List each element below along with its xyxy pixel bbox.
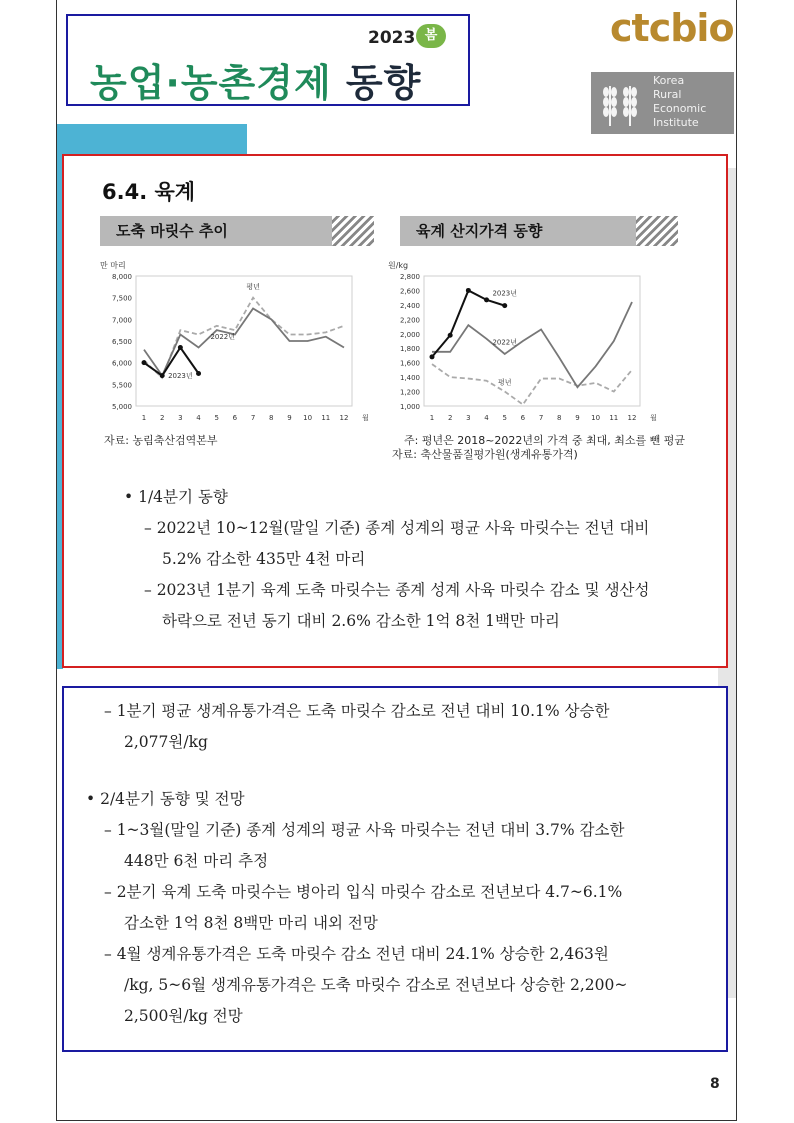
right-chart-title: 육계 산지가격 동향: [416, 222, 543, 240]
section-title: 6.4. 육계: [102, 180, 196, 204]
series-line-평년: [432, 364, 632, 404]
y-tick-label: 1,400: [399, 374, 420, 383]
q1-item-3-cont: 2,077원/kg: [124, 733, 208, 751]
y-tick-label: 1,200: [399, 388, 420, 397]
plot-area: [136, 276, 352, 406]
x-tick-label: 8: [557, 414, 562, 422]
ctcbio-logo: ctcbio: [610, 6, 734, 50]
x-tick-label: 2: [447, 414, 453, 422]
series-label: 2022년: [210, 332, 236, 341]
data-point: [484, 297, 489, 302]
report-title-box: [66, 14, 470, 106]
header-stripes: [332, 216, 374, 246]
y-tick-label: 6,500: [111, 338, 132, 346]
q2-item-3-cont: /kg, 5~6월 생계유통가격은 도축 마릿수 감소로 전년보다 상승한 2,200~: [124, 976, 628, 994]
series-label: 2022년: [492, 338, 518, 347]
x-tick-label: 3: [466, 414, 471, 422]
series-label: 평년: [497, 378, 512, 387]
section-1-panel: [62, 154, 728, 668]
x-tick-label: 4: [484, 414, 489, 422]
q1-item-3: – 1분기 평균 생계유통가격은 도축 마릿수 감소로 전년 대비 10.1% 상승한: [104, 702, 610, 720]
x-tick-label: 10: [591, 414, 601, 422]
left-chart-header: [100, 216, 374, 246]
y-tick-label: 2,400: [399, 301, 420, 310]
x-tick-label: 10: [303, 414, 313, 422]
x-tick-label: 7: [538, 414, 544, 422]
y-tick-label: 1,800: [399, 345, 420, 354]
x-tick-label: 6: [232, 414, 238, 422]
right-chart-source: 자료: 축산물품질평가원(생계유통가격): [392, 448, 578, 461]
page-number: 8: [710, 1076, 720, 1092]
section-2-panel: [62, 686, 728, 1052]
q2-item-3: – 4월 생계유통가격은 도축 마릿수 감소 전년 대비 24.1% 상승한 2,463원: [104, 945, 609, 963]
series-line-2022년: [144, 309, 344, 376]
data-point: [466, 288, 471, 293]
right-chart-header: [400, 216, 678, 246]
series-line-2023년: [432, 290, 505, 356]
x-tick-label: 12: [627, 414, 637, 422]
y-tick-label: 2,200: [399, 316, 420, 325]
y-tick-label: 8,000: [111, 273, 132, 281]
x-tick-label: 1: [141, 414, 147, 422]
x-axis-unit: 월: [362, 414, 369, 422]
y-tick-label: 6,000: [111, 359, 132, 368]
x-tick-label: 11: [321, 414, 331, 422]
y-tick-label: 2,800: [399, 273, 420, 281]
data-point: [448, 333, 453, 338]
q2-item-1: – 1~3월(말일 기준) 종계 성계의 평균 사육 마릿수는 전년 대비 3.7% 감소한: [104, 821, 625, 839]
x-axis-unit: 월: [650, 414, 657, 422]
q2-item-2-cont: 감소한 1억 8천 8백만 마리 내외 전망: [124, 914, 378, 932]
q1-item-2-cont: 하락으로 전년 동기 대비 2.6% 감소한 1억 8천 1백만 마리: [162, 612, 560, 630]
series-label: 2023년: [492, 289, 518, 298]
slaughter-count-chart: [90, 256, 390, 431]
report-year: 2023: [368, 28, 416, 48]
data-point: [142, 360, 147, 365]
x-tick-label: 1: [429, 414, 435, 422]
data-point: [178, 345, 183, 350]
krei-logo: [591, 72, 734, 134]
right-chart-note: 주: 평년은 2018~2022년의 가격 중 최대, 최소를 뺀 평균: [404, 434, 686, 447]
series-line-평년: [144, 298, 344, 378]
data-point: [196, 371, 201, 376]
y-tick-label: 1,600: [399, 359, 420, 368]
y-tick-label: 7,000: [111, 316, 132, 325]
q1-item-1-cont: 5.2% 감소한 435만 4천 마리: [162, 550, 366, 568]
y-tick-label: 1,000: [399, 403, 420, 411]
y-tick-label: 7,500: [111, 294, 132, 303]
y-tick-label: 2,000: [399, 330, 420, 339]
x-tick-label: 2: [159, 414, 165, 422]
x-tick-label: 12: [339, 414, 349, 422]
q2-heading: • 2/4분기 동향 및 전망: [86, 790, 245, 808]
q2-item-2: – 2분기 육계 도축 마릿수는 병아리 입식 마릿수 감소로 전년보다 4.7~6.1%: [104, 883, 623, 901]
series-label: 평년: [246, 283, 260, 291]
left-chart-title: 도축 마릿수 추이: [116, 222, 228, 240]
data-point: [502, 303, 507, 308]
wheat-icon: [597, 78, 647, 128]
header-stripes: [636, 216, 678, 246]
x-tick-label: 11: [609, 414, 619, 422]
plot-area: [424, 276, 640, 406]
report-title-main: 농업·농촌경제: [90, 61, 332, 105]
y-axis-unit: 만 마리: [100, 261, 126, 270]
left-chart-source: 자료: 농림축산검역본부: [104, 434, 218, 447]
season-badge: 봄: [416, 24, 446, 48]
x-tick-label: 5: [214, 414, 219, 422]
series-line-2022년: [432, 302, 632, 387]
series-label: 2023년: [168, 371, 193, 380]
y-tick-label: 5,000: [111, 403, 132, 411]
report-title: [90, 52, 421, 107]
x-tick-label: 9: [287, 414, 292, 422]
y-axis-unit: 원/kg: [388, 261, 409, 270]
q1-item-2: – 2023년 1분기 육계 도축 마릿수는 종계 성계 사육 마릿수 감소 및 생산성: [144, 581, 650, 599]
y-tick-label: 2,600: [399, 287, 420, 296]
krei-text: Korea Rural Economic Institute: [653, 74, 707, 129]
x-tick-label: 3: [178, 414, 183, 422]
y-tick-label: 5,500: [111, 381, 132, 390]
x-tick-label: 5: [502, 414, 507, 422]
q2-item-1-cont: 448만 6천 마리 추정: [124, 852, 269, 870]
q2-item-3-cont2: 2,500원/kg 전망: [124, 1007, 243, 1025]
x-tick-label: 7: [250, 414, 256, 422]
report-title-dark: 동향: [345, 61, 422, 105]
q1-heading: • 1/4분기 동향: [124, 488, 228, 506]
data-point: [430, 354, 435, 359]
x-tick-label: 4: [196, 414, 201, 422]
data-point: [160, 373, 165, 378]
price-trend-chart: [378, 256, 678, 431]
x-tick-label: 8: [269, 414, 274, 422]
x-tick-label: 9: [575, 414, 580, 422]
q1-item-1: – 2022년 10~12월(말일 기준) 종계 성계의 평균 사육 마릿수는 전년 대비: [144, 519, 650, 537]
x-tick-label: 6: [520, 414, 526, 422]
